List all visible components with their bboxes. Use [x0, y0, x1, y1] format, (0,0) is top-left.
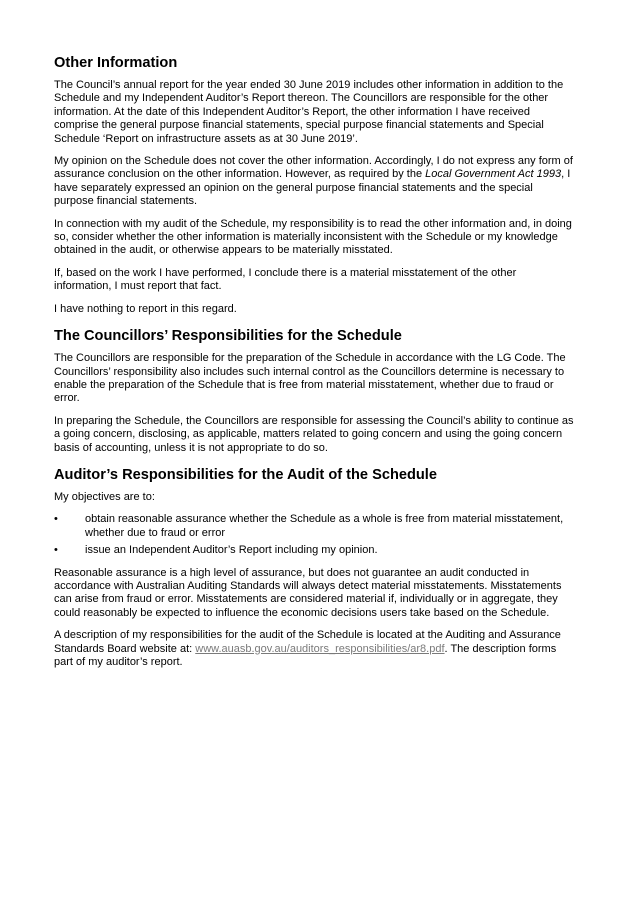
paragraph — [54, 155, 574, 209]
paragraph: The Councillors are responsible for the preparation of the Schedule in accordance with the LG Code. The Councillors’ responsibility also includes such internal control as the Councillors determine is necessary to enable the preparation of the Schedule that is free from material misstatement, whether due to fraud or error. — [54, 352, 566, 405]
paragraph: In connection with my audit of the Schedule, my responsibility is to read the other information and, in doing so, consider whether the other information is materially inconsistent with the Schedule or my knowledge obtained in the audit, or otherwise appears to be materially misstated. — [54, 217, 572, 257]
heading-auditor-responsibilities: Auditor’s Responsibilities for the Audit of the Schedule — [54, 466, 437, 483]
paragraph: If, based on the work I have performed, I conclude there is a material misstatement of the other information, I must report that fact. — [54, 266, 517, 293]
text-run: , I have separately expressed an opinion on the general purpose financial statements and the special purpose financial statements. — [54, 168, 571, 208]
section-auditor-responsibilities — [54, 466, 574, 669]
paragraph — [54, 629, 574, 669]
text-run: . The description forms part of my auditor’s report. — [54, 642, 557, 668]
paragraph: Reasonable assurance is a high level of assurance, but does not guarantee an audit conducted in accordance with Australian Auditing Standards will always detect material misstatements. Misstatements can arise from fraud or error. Misstatements are considered material if, individually or in aggregate, they could reasonably be expected to influence the economic decisions users take based on the Schedule. — [54, 566, 562, 619]
paragraph: In preparing the Schedule, the Councillors are responsible for assessing the Council’s ability to continue as a going concern, disclosing, as applicable, matters related to going concern and using the going concern basis of accounting, unless it is not appropriate to do so. — [54, 414, 574, 454]
auasb-link[interactable]: www.auasb.gov.au/auditors_responsibilities/ar8.pdf — [195, 642, 445, 655]
bullet-icon: • — [54, 544, 58, 557]
document-page — [54, 54, 574, 678]
objectives-list — [54, 513, 574, 557]
paragraph: My objectives are to: — [54, 490, 155, 503]
act-name: Local Government Act 1993 — [425, 168, 562, 181]
list-item — [54, 544, 574, 557]
bullet-icon: • — [54, 513, 58, 526]
list-item-text: issue an Independent Auditor’s Report including my opinion. — [85, 544, 378, 557]
section-councillors-responsibilities — [54, 327, 574, 455]
list-item-text: obtain reasonable assurance whether the Schedule as a whole is free from material misstatement, whether due to fraud or error — [85, 513, 564, 539]
list-item — [54, 513, 574, 540]
paragraph: The Council’s annual report for the year ended 30 June 2019 includes other information in addition to the Schedule and my Independent Auditor’s Report thereon. The Councillors are responsible for the other information. At the date of this Independent Auditor’s Report, the other information I have received comprise the general purpose financial statements, special purpose financial statements and Special Schedule ‘Report on infrastructure assets as at 30 June 2019’. — [54, 79, 564, 145]
text-run: A description of my responsibilities for the audit of the Schedule is located at the Auditing and Assurance Standards Board website at: — [54, 629, 561, 655]
text-run: My opinion on the Schedule does not cover the other information. Accordingly, I do not express any form of assurance conclusion on the other information. However, as required by the — [54, 155, 573, 181]
heading-other-information: Other Information — [54, 55, 178, 71]
section-other-information — [54, 54, 574, 316]
heading-councillors-responsibilities: The Councillors’ Responsibilities for the Schedule — [54, 328, 402, 345]
paragraph: I have nothing to report in this regard. — [54, 302, 237, 315]
